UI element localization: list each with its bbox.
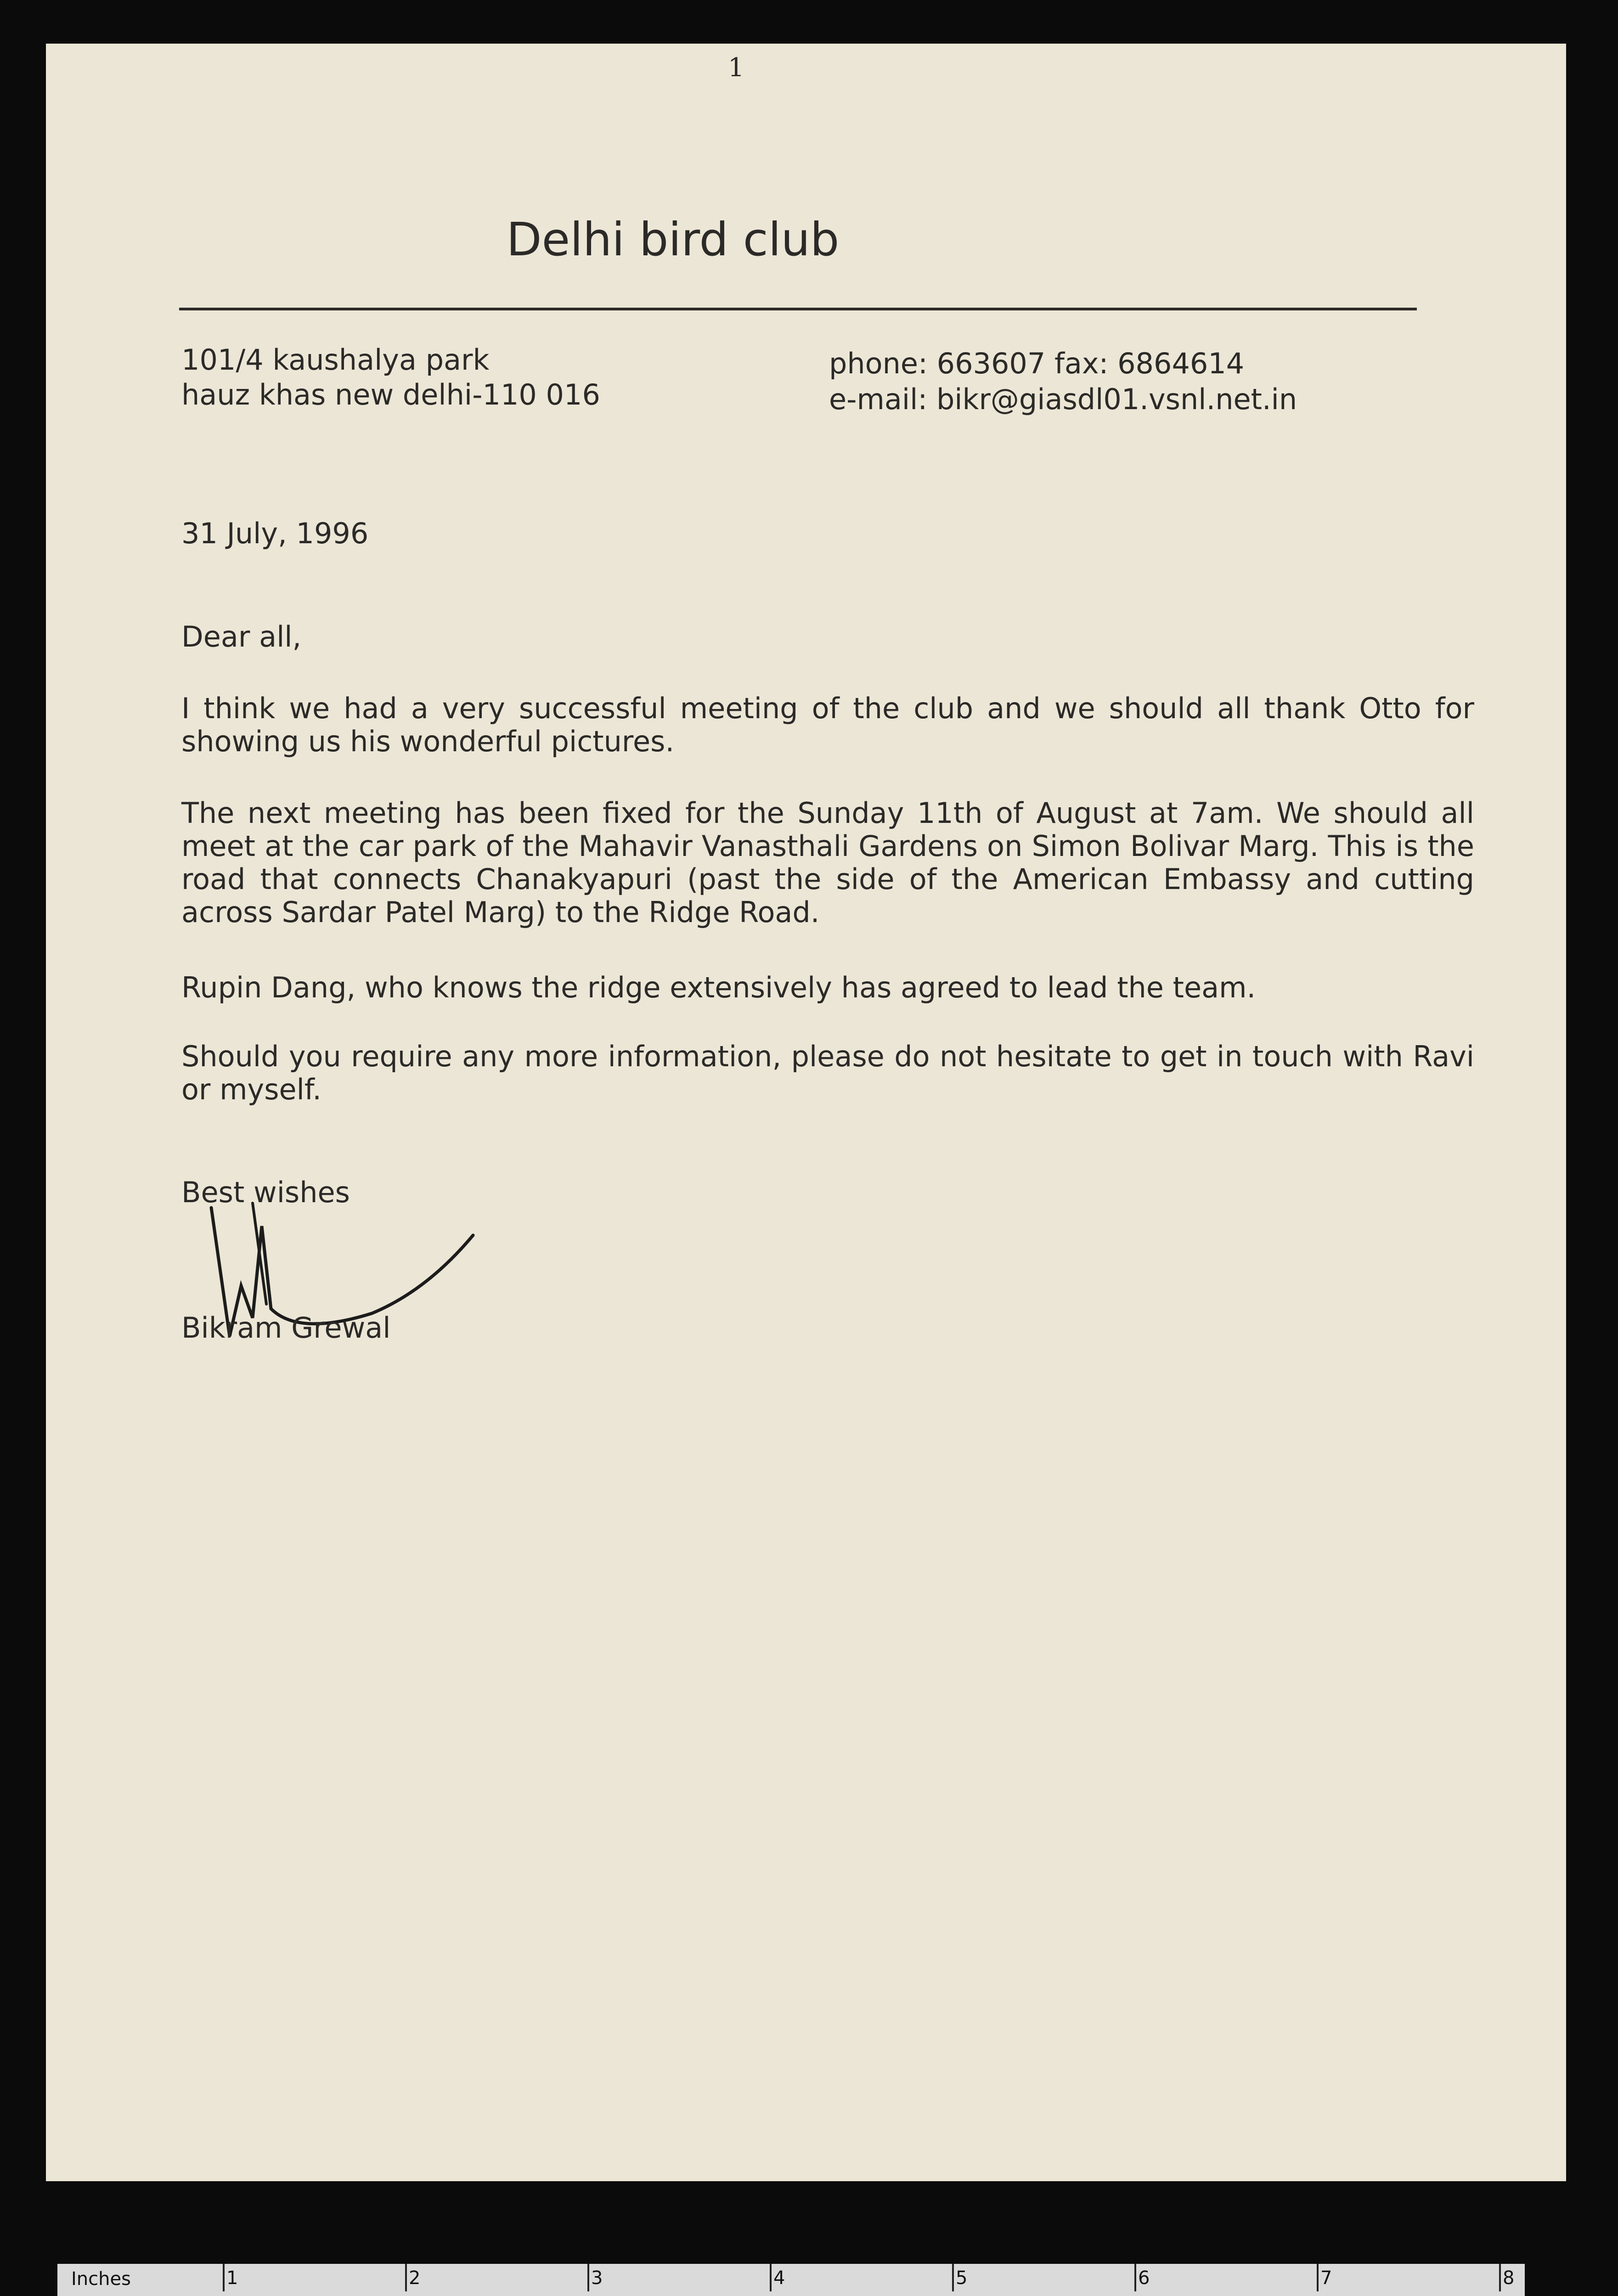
- address-line-2: hauz khas new delhi-110 016: [181, 378, 600, 411]
- inch-tick: [223, 2264, 225, 2291]
- signatory-name: Bikram Grewal: [181, 1311, 391, 1345]
- inch-number: 5: [956, 2268, 968, 2289]
- inch-tick: [405, 2264, 407, 2291]
- inch-tick: [770, 2264, 772, 2291]
- letterhead-title: Delhi bird club: [506, 213, 840, 266]
- inch-number: 6: [1138, 2268, 1150, 2289]
- closing: Best wishes: [181, 1176, 350, 1209]
- inch-tick: [952, 2264, 954, 2291]
- salutation: Dear all,: [181, 620, 302, 653]
- inch-tick: [1317, 2264, 1319, 2291]
- inch-tick: [1134, 2264, 1136, 2291]
- email-line: e-mail: bikr@giasdl01.vsnl.net.in: [829, 383, 1297, 416]
- page-number: 1: [728, 53, 744, 83]
- inch-number: 8: [1503, 2268, 1515, 2289]
- paragraph-2: The next meeting has been fixed for the Sunday 11th of August at 7am. We should all meet at the car park of the Mahavir Vanasthali Gardens on Simon Bolivar Marg. This is the road that connects Chanakyapuri (past the side of the American Embassy and cutting across Sardar Patel Marg) to the Ridge Road.: [181, 796, 1474, 929]
- inches-label: Inches: [71, 2268, 131, 2290]
- paragraph-4: Should you require any more information, please do not hesitate to get in touch with Ravi or myself.: [181, 1040, 1474, 1106]
- inch-tick: [1499, 2264, 1501, 2291]
- letterhead-rule: [179, 308, 1417, 310]
- letter-date: 31 July, 1996: [181, 517, 369, 550]
- paragraph-1: I think we had a very successful meeting of the club and we should all thank Otto for showing us his wonderful pictures.: [181, 692, 1474, 758]
- inch-number: 2: [409, 2268, 421, 2289]
- inch-tick: [587, 2264, 589, 2291]
- inch-number: 7: [1320, 2268, 1332, 2289]
- address-line-1: 101/4 kaushalya park: [181, 343, 490, 377]
- ruler: [57, 2264, 1525, 2296]
- color-control-card: [57, 2264, 1525, 2296]
- phone-fax-line: phone: 663607 fax: 6864614: [829, 347, 1245, 380]
- paragraph-3: Rupin Dang, who knows the ridge extensively has agreed to lead the team.: [181, 971, 1256, 1004]
- letter-page: [46, 44, 1566, 2181]
- inch-number: 1: [226, 2268, 238, 2289]
- inch-number: 3: [591, 2268, 603, 2289]
- inch-number: 4: [773, 2268, 785, 2289]
